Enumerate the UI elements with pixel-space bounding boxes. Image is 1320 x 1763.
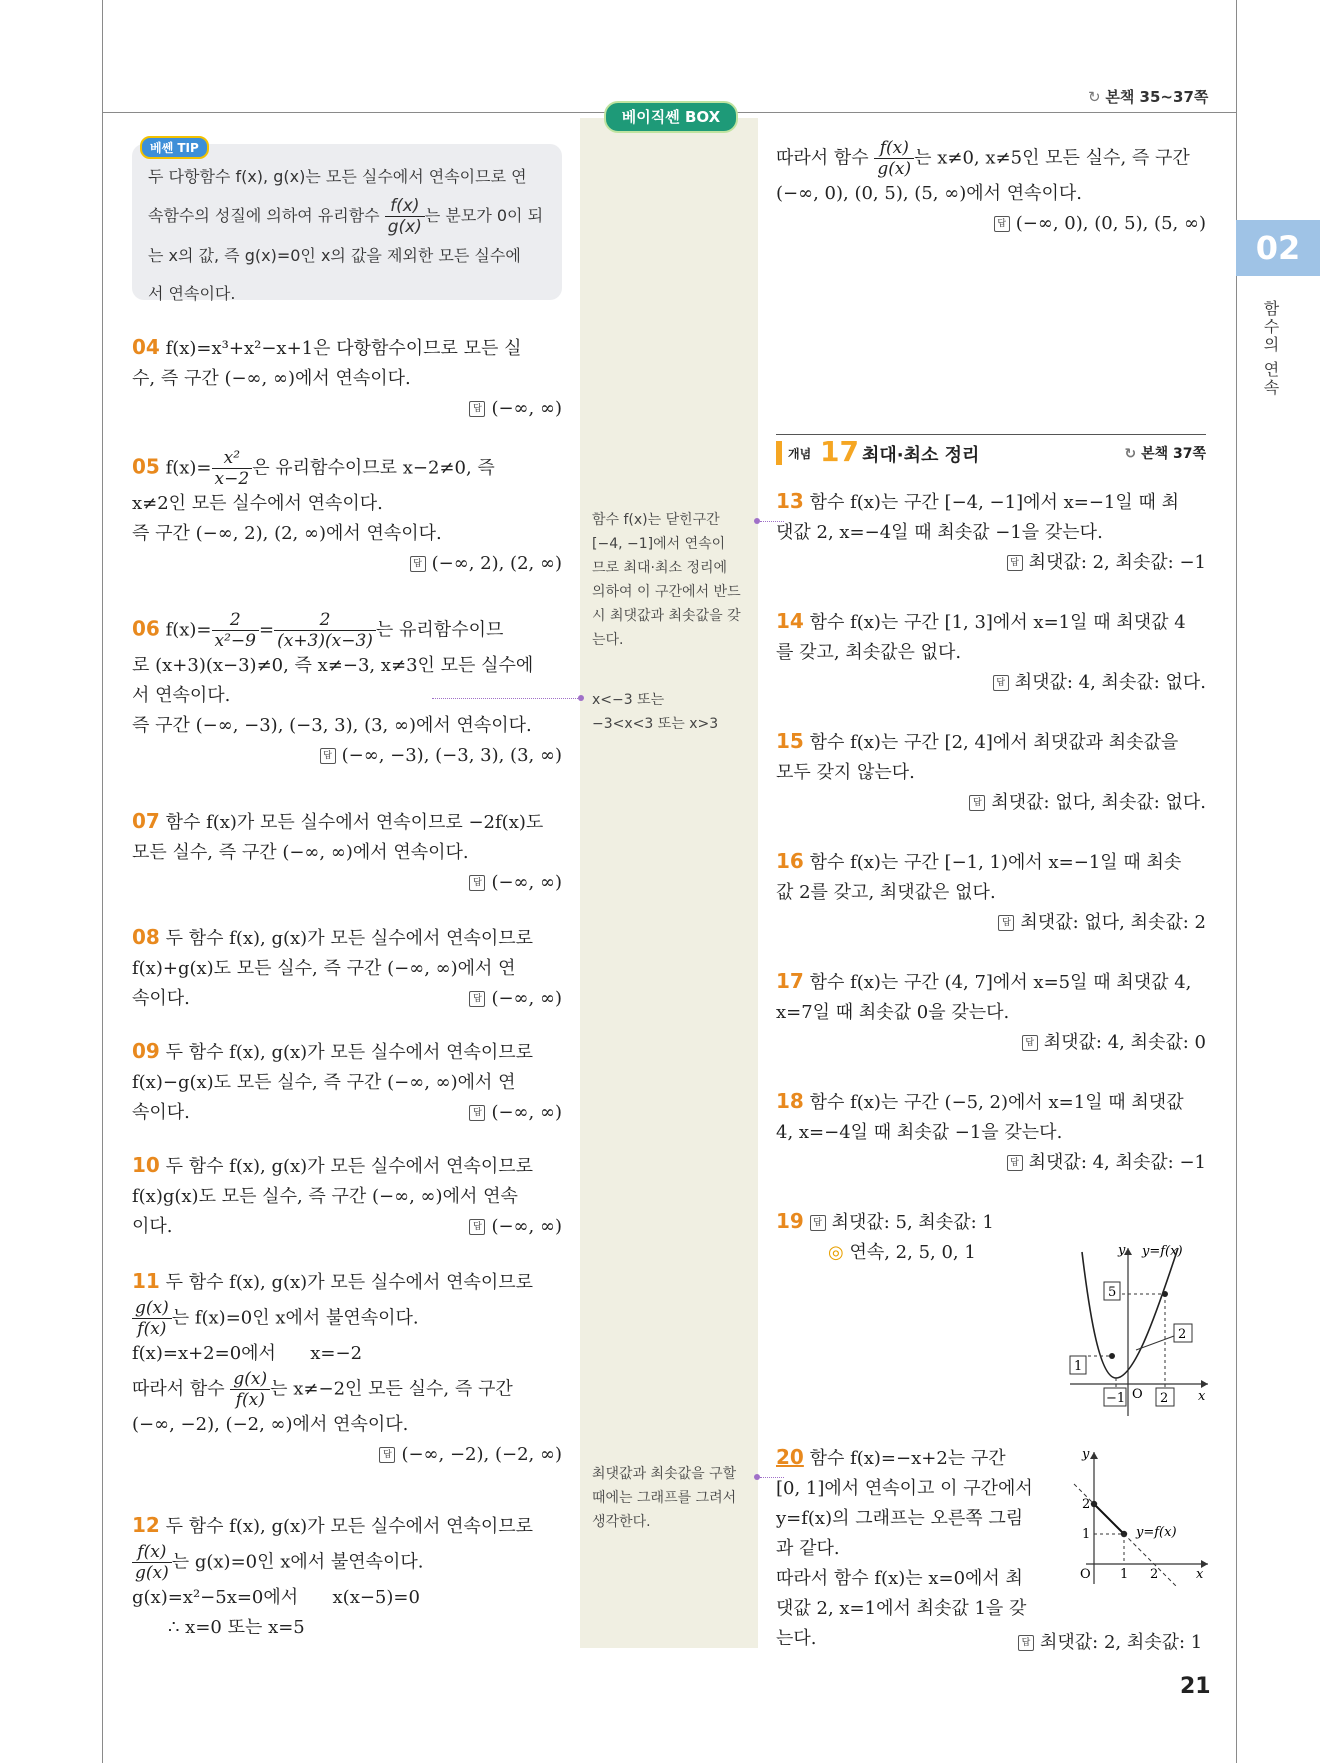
problem-05: 05 f(x)= $\frac{\text{x²}}{x-2}$ 은 유리함수이므로 x−2≠0, 즉 x≠2인 모든 실수에서 연속이다. 즉 구간 (−∞, 2), (2, ∞)에서 연속이다. 답 (−∞, 2), (2, ∞) — [132, 448, 562, 574]
svg-text:y: y — [1082, 1447, 1090, 1462]
problem-20: 20 함수 f(x)=−x+2는 구간 [0, 1]에서 연속이고 이 구간에서 y=f(x)의 그래프는 오른쪽 그림 과 같다. 따라서 함수 f(x)는 x=0에서 최 댓값 2, x=1에서 최솟값 1을 갖 는다. — [776, 1445, 1033, 1649]
svg-text:1: 1 — [1074, 1359, 1083, 1374]
problem-08: 08 두 함수 f(x), g(x)가 모든 실수에서 연속이므로 f(x)+g(x)도 모든 실수, 즉 구간 (−∞, ∞)에서 연 속이다. 답 (−∞, ∞) — [132, 925, 562, 1009]
answer-icon: 답 — [469, 401, 485, 417]
header-ref: ↻ 본책 35~37쪽 — [1088, 88, 1209, 106]
problem-18: 18 함수 f(x)는 구간 (−5, 2)에서 x=1일 때 최댓값 4, x=−4일 때 최솟값 −1을 갖는다. 답 최댓값: 4, 최솟값: −1 — [776, 1089, 1206, 1173]
svg-text:5: 5 — [1108, 1285, 1117, 1300]
svg-text:2: 2 — [1150, 1567, 1159, 1582]
svg-text:y: y — [1118, 1243, 1126, 1258]
problem-04: 04 f(x)=x³+x²−x+1은 다항함수이므로 모든 실 수, 즉 구간 (−∞, ∞)에서 연속이다. 답 (−∞, ∞) — [132, 335, 562, 419]
sidebar-notes-column — [580, 118, 758, 1648]
answer-20: 답 최댓값: 2, 최솟값: 1 — [1018, 1628, 1202, 1654]
svg-text:−1: −1 — [1106, 1391, 1126, 1406]
note-max-min-theorem: 함수 f(x)는 닫힌구간 [−4, −1]에서 연속이 므로 최대·최소 정리에 의하여 이 구간에서 반드 시 최댓값과 최솟값을 갖 는다. — [592, 512, 741, 648]
chapter-label: 함수의 연속 — [1261, 300, 1280, 398]
refresh-icon: ↻ — [1088, 88, 1101, 106]
problem-10: 10 두 함수 f(x), g(x)가 모든 실수에서 연속이므로 f(x)g(x)도 모든 실수, 즉 구간 (−∞, ∞)에서 연속 이다. 답 (−∞, ∞) — [132, 1153, 562, 1237]
svg-text:O: O — [1080, 1567, 1091, 1582]
note-graph-hint: 최댓값과 최솟값을 구할 때에는 그래프를 그려서 생각한다. — [592, 1466, 737, 1530]
graph-problem-19 — [1060, 1238, 1210, 1418]
problem-19: 19 답 최댓값: 5, 최솟값: 1 ◎ 연속, 2, 5, 0, 1 — [776, 1209, 994, 1263]
graph-problem-20 — [1060, 1446, 1210, 1586]
tip-fraction: $\frac{f(x)}{g(x)}$ — [385, 196, 425, 237]
problem-11: 11 두 함수 f(x), g(x)가 모든 실수에서 연속이므로 $\frac{g(x)}{f(x)}$ 는 f(x)=0인 x에서 불연속이다. f(x)=x+2=0에서 x=−2 따라서 함수 $\frac{g(x)}{f(x)}$ 는 x≠−2인 모든 실수, 즉 구간 (−∞, −2), (−2, ∞)에서 연속이다. 답 (−∞, −2), (−2, ∞) — [132, 1269, 562, 1465]
svg-text:2: 2 — [1082, 1497, 1091, 1512]
problem-06: 06 f(x)= $\frac{2}{\text{x²−9}}$ = $\frac{2}{(x+3)(x-3)}$ 는 유리함수이므 로 (x+3)(x−3)≠0, 즉 x≠−3, x≠3인 모든 실수에 서 연속이다. 즉 구간 (−∞, −3), (−3, 3), (3, ∞)에서 연속이다. 답 (−∞, −3), (−3, 3), (3, ∞) — [132, 610, 562, 766]
problem-07: 07 함수 f(x)가 모든 실수에서 연속이므로 −2f(x)도 모든 실수, 즉 구간 (−∞, ∞)에서 연속이다. 답 (−∞, ∞) — [132, 809, 562, 893]
problem-16: 16 함수 f(x)는 구간 [−1, 1)에서 x=−1일 때 최솟 값 2를 갖고, 최댓값은 없다. 답 최댓값: 없다, 최솟값: 2 — [776, 849, 1206, 933]
basic-box-label: 베이직쎈 BOX — [604, 101, 738, 133]
tip-badge: 베쎈 TIP — [140, 136, 209, 159]
svg-text:y=f(x): y=f(x) — [1136, 1525, 1177, 1540]
concept-header: 개념 17 최대·최소 정리 ↻ 본책 37쪽 — [776, 434, 1206, 469]
svg-text:y=f(x): y=f(x) — [1142, 1244, 1183, 1259]
page-number: 21 — [1180, 1674, 1211, 1699]
problem-14: 14 함수 f(x)는 구간 [1, 3]에서 x=1일 때 최댓값 4 를 갖고, 최솟값은 없다. 답 최댓값: 4, 최솟값: 없다. — [776, 609, 1206, 693]
svg-text:1: 1 — [1082, 1527, 1091, 1542]
svg-text:1: 1 — [1120, 1567, 1129, 1582]
left-margin-line — [102, 0, 103, 1763]
svg-text:x: x — [1198, 1389, 1206, 1404]
svg-text:x: x — [1196, 1567, 1204, 1582]
problem-09: 09 두 함수 f(x), g(x)가 모든 실수에서 연속이므로 f(x)−g(x)도 모든 실수, 즉 구간 (−∞, ∞)에서 연 속이다. 답 (−∞, ∞) — [132, 1039, 562, 1123]
note-connector — [432, 698, 578, 699]
svg-text:2: 2 — [1160, 1391, 1169, 1406]
note-intervals: x<−3 또는 −3<x<3 또는 x>3 — [592, 692, 719, 732]
note-connector-dot — [578, 695, 584, 701]
problem-17: 17 함수 f(x)는 구간 (4, 7]에서 x=5일 때 최댓값 4, x=7일 때 최솟값 0을 갖는다. 답 최댓값: 4, 최솟값: 0 — [776, 969, 1206, 1053]
svg-text:2: 2 — [1178, 1327, 1187, 1342]
target-icon: ◎ — [828, 1242, 844, 1263]
problem-12: 12 두 함수 f(x), g(x)가 모든 실수에서 연속이므로 $\frac{f(x)}{g(x)}$ 는 g(x)=0인 x에서 불연속이다. g(x)=x²−5x=0에서 x(x−5)=0 ∴ x=0 또는 x=5 — [132, 1513, 534, 1638]
problem-13: 13 함수 f(x)는 구간 [−4, −1]에서 x=−1일 때 최 댓값 2, x=−4일 때 최솟값 −1을 갖는다. 답 최댓값: 2, 최솟값: −1 — [776, 489, 1206, 573]
tip-text: 두 다항함수 f(x), g(x)는 모든 실수에서 연속이므로 연 속함수의 성질에 의하여 유리함수 $\frac{f(x)}{g(x)}$ 는 분모가 0이 되 는 x의 값, 즉 g(x)=0인 x의 값을 제외한 모든 실수에 서 연속이다. — [148, 167, 544, 303]
svg-text:O: O — [1132, 1387, 1143, 1402]
problem-15: 15 함수 f(x)는 구간 [2, 4]에서 최댓값과 최솟값을 모두 갖지 않는다. 답 최댓값: 없다, 최솟값: 없다. — [776, 729, 1206, 813]
refresh-icon: ↻ — [1124, 446, 1137, 462]
chapter-tab: 02 — [1236, 220, 1320, 276]
problem-12-continued: 따라서 함수 $\frac{f(x)}{g(x)}$ 는 x≠0, x≠5인 모든 실수, 즉 구간 (−∞, 0), (0, 5), (5, ∞)에서 연속이다. 답 (−∞, 0), (0, 5), (5, ∞) — [776, 138, 1206, 234]
